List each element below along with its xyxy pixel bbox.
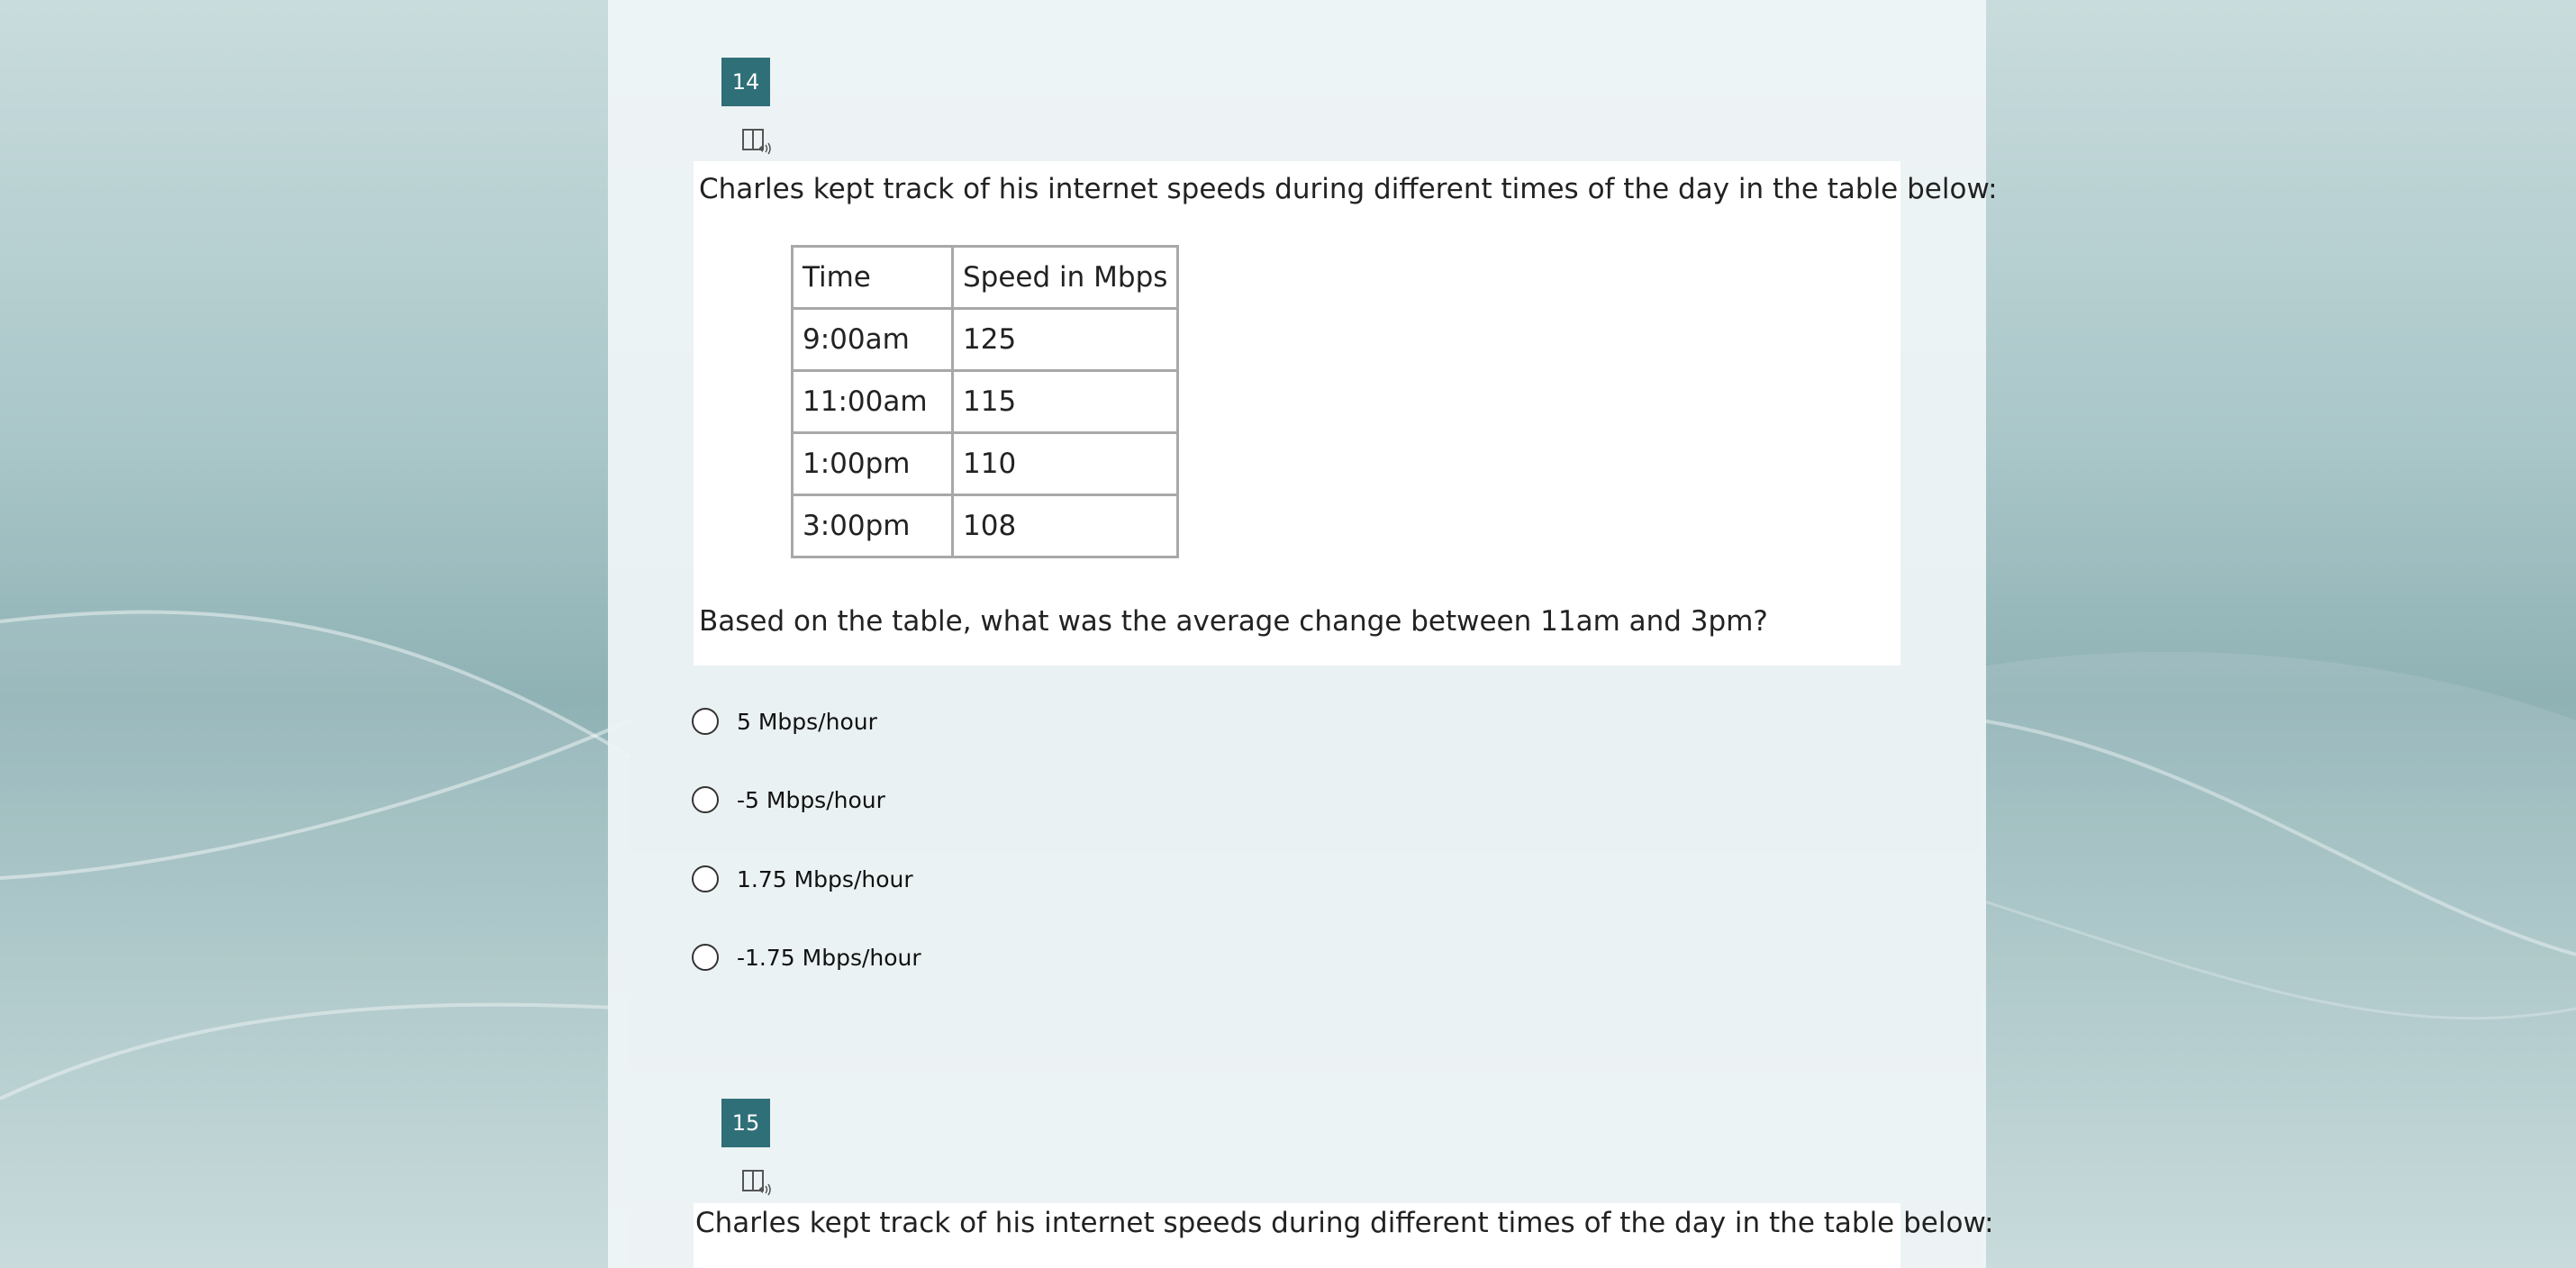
- question-prompt: Charles kept track of his internet speeds during different times of the day in the table below:: [699, 173, 1998, 205]
- question-stem: [694, 1203, 1994, 1268]
- table-cell: 11:00am: [793, 371, 953, 433]
- question-stem: [694, 161, 1998, 666]
- choice-label[interactable]: -1.75 Mbps/hour: [737, 944, 921, 971]
- answer-choice-d[interactable]: [692, 941, 921, 974]
- question-number-badge: 15: [721, 1099, 770, 1147]
- radio-button[interactable]: [692, 865, 719, 892]
- radio-button[interactable]: [692, 944, 719, 971]
- table-row: [793, 495, 1178, 557]
- speed-table: [791, 245, 1179, 558]
- answer-choice-c[interactable]: [692, 863, 913, 895]
- radio-button[interactable]: [692, 708, 719, 735]
- table-cell: 108: [953, 495, 1178, 557]
- text-to-speech-icon[interactable]: [741, 128, 772, 155]
- question-number-badge: 14: [721, 58, 770, 106]
- choice-label[interactable]: -5 Mbps/hour: [737, 786, 885, 813]
- table-header-cell: Speed in Mbps: [953, 247, 1178, 309]
- table-row: [793, 371, 1178, 433]
- text-to-speech-icon[interactable]: [741, 1169, 772, 1196]
- table-cell: 125: [953, 309, 1178, 371]
- table-header-row: [793, 247, 1178, 309]
- answer-choice-a[interactable]: [692, 705, 877, 738]
- answer-choice-b[interactable]: [692, 783, 885, 816]
- choice-label[interactable]: 1.75 Mbps/hour: [737, 865, 913, 892]
- table-cell: 3:00pm: [793, 495, 953, 557]
- table-row: [793, 433, 1178, 495]
- table-cell: 9:00am: [793, 309, 953, 371]
- radio-button[interactable]: [692, 786, 719, 813]
- table-header-cell: Time: [793, 247, 953, 309]
- choice-label[interactable]: 5 Mbps/hour: [737, 708, 877, 735]
- question-text: Based on the table, what was the average change between 11am and 3pm?: [699, 605, 1768, 638]
- table-cell: 110: [953, 433, 1178, 495]
- question-prompt: Charles kept track of his internet speeds during different times of the day in the table below:: [695, 1207, 1994, 1239]
- table-cell: 115: [953, 371, 1178, 433]
- table-row: [793, 309, 1178, 371]
- table-cell: 1:00pm: [793, 433, 953, 495]
